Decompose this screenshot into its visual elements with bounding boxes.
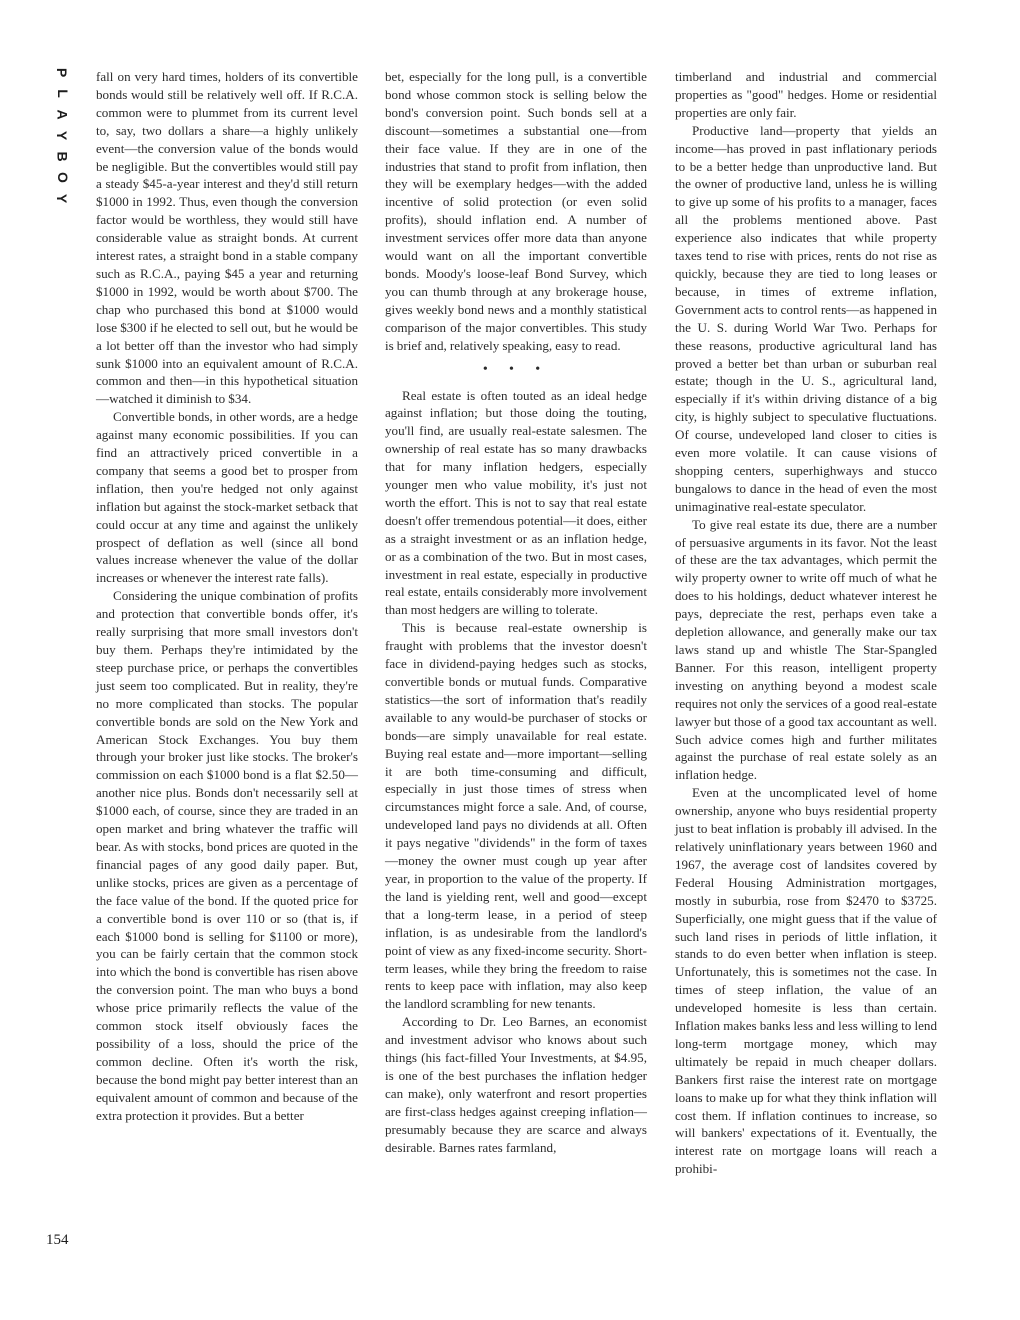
paragraph: Considering the unique combination of profits and protection that convertible bonds offer, it's really surprising that more small investors don't buy them. Perhaps they're intimidated by the steep purchase price, or perhaps the convertibles just seem too complicated. But in reality, they're no more complicated than stocks. The popular convertible bonds are sold on the New York and American Stock Exchanges. You buy them through your broker just like stocks. The broker's commission on each $1000 bond is a flat $2.50—another nice plus. Bonds don't necessarily sell at $1000 each, of course, since they are traded in an open market and bring whatever the traffic will bear. As with stocks, bond prices are quoted in the financial pages of any good daily paper. But, unlike stocks, prices are given as a percentage of the face value of the bond. If the quoted price for a convertible bond is over 110 or so (that is, if each $1000 bond is selling for $1100 or more), you can be fairly certain that the common stock into which the bond is convertible has risen above the conversion point. The man who buys a bond whose price primarily reflects the value of the common stock itself obviously faces the possibility of a loss, should the price of the common decline. Often it's worth the risk, because the bond might pay better interest than an equivalent amount of common and because of the extra protection it provides. But a better [96,588,358,1123]
running-head-letter: O [54,172,71,183]
paragraph: Even at the uncomplicated level of home ownership, anyone who buys residential property just to beat inflation is probably ill advised. In the relatively uninflationary years between 1960 and 1967, the average cost of landsites covered by Federal Housing Administration mortgages, mostly in suburbia, rose from $2470 to $3725. Superficially, one might guess that if the value of such land rises in periods of little inflation, it stands to do even better when inflation is steep. Unfortunately, this is sometimes not the case. In times of steep inflation, the value of an undeveloped homesite is less than certain. Inflation makes banks less and less willing to lend long-term mortgage money, which may ultimately be repaid in much cheaper dollars. Bankers first raise the interest rate on mortgage loans to make up for what they think inflation will cost them. If inflation continues to increase, so will bankers' expectations of it. Eventually, the interest rate on mortgage loans will reach a prohibi- [675,785,937,1177]
running-head [54,62,70,209]
running-head-letter: L [54,89,71,98]
paragraph: timberland and industrial and commercial properties as "good" hedges. Home or residential properties are only fair. [675,69,937,120]
text-column-1 [96,68,358,1124]
paragraph: To give real estate its due, there are a number of persuasive arguments in its favor. Not the least of these are the tax advantages, which permit the wily property owner to write off much of what he does to his holdings, deduct whatever interest he pays, depreciate the rest, perhaps even take a depletion allowance, and generally make our tax laws stand up and whistle The Star-Spangled Banner. For this reason, intelligent property investing on anything beyond a modest scale requires not only the services of a good real-estate lawyer but those of a good tax accountant as well. Such advice comes high and further militates against the purchase of real estate solely as an inflation hedge. [675,516,937,783]
paragraph: According to Dr. Leo Barnes, an economist and investment advisor who knows about such things (his fact-filled Your Investments, at $4.95, is one of the best purchases the inflation hedger can make), only waterfront and resort properties are first-class hedges against creeping inflation—presumably because they are scarce and always desirable. Barnes rates farmland, [385,1014,647,1155]
section-separator: • • • [482,361,550,377]
text-column-2 [385,68,647,1156]
running-head-letter: P [54,67,71,78]
text-column-3 [675,68,937,1178]
running-head-letter: Y [54,193,71,204]
paragraph: This is because real-estate ownership is fraught with problems that the investor doesn't face in dividend-paying hedges such as stocks, convertible bonds or mutual funds. Comparative statistics—the sort of information that's readily available to any would-be purchaser of stocks or bonds—are simply unavailable for real estate. Buying real estate and—more important—selling it are both time-consuming and difficult, especially in just those times of stress when circumstances might force a sale. And, of course, undeveloped land pays no dividends at all. Often it pays negative "dividends" in the form of taxes—money the owner must cough up year after year, in proportion to the value of the property. If the land is yielding rent, well and good—except that a long-term lease, in a period of steep inflation, is as undesirable from the landlord's point of view as any fixed-income security. Short-term leases, while they bring the freedom to raise rents to keep pace with inflation, may also keep the landlord scrambling for new tenants. [385,620,647,1012]
paragraph: fall on very hard times, holders of its convertible bonds would still be relatively well off. If R.C.A. common were to plummet from its current level to, say, two dollars a share—a highly unlikely event—the conversion value of the bonds would be negligible. But the convertibles would still pay a steady $45-a-year interest and they'd still return $1000 in 1992. Thus, even though the conversion factor would be worthless, they would still have considerable value as straight bonds. At current interest rates, a straight bond in a stable company such as R.C.A., paying $45 a year and returning $1000 in 1992, would be worth about $700. The chap who purchased this bond at $1000 would lose $300 if he elected to sell out, but he would be a lot better off than the investor who had simply sunk $1000 into an equivalent amount of R.C.A. common and then—in this hypothetical situation—watched it diminish to $34. [96,69,358,407]
running-head-letter: B [54,151,71,162]
paragraph: Real estate is often touted as an ideal hedge against inflation; but those doing the touting, you'll find, are usually real-estate salesmen. The ownership of real estate has so many drawbacks that for many inflation hedgers, especially younger men who value mobility, it's just not worth the effort. This is not to say that real estate doesn't offer tremendous potential—it does, either as a straight investment or as an inflation hedge, or as a combination of the two. But in most cases, investment in real estate, especially in productive real estate, entails considerably more involvement than most hedgers are willing to tolerate. [385,387,647,618]
paragraph: Convertible bonds, in other words, are a hedge against many economic possibilities. If you can find an attractively priced convertible in a company that seems a good bet to prosper from inflation, then you're hedged not only against inflation but against the stock-market setback that could occur at any time and against the unlikely prospect of deflation as well (since all bond values increase whenever the value of the dollar increases or whenever the interest rate falls). [96,409,358,586]
running-head-letter: A [54,109,71,120]
paragraph: Productive land—property that yields an income—has proved in past inflationary periods to be a better hedge than unproductive land. But the owner of productive land, unless he is willing to give up some of his profits to a manager, faces all the problems mentioned above. Past experience also indicates that while property taxes tend to rise with prices, rents do not rise as quickly, because they are tied to long leases or because, in times of extreme inflation, Government acts to control rents—as happened in the U. S. during World War Two. Perhaps for these reasons, productive agricultural land has proved a better bet than urban or suburban real estate; though in the U. S., agricultural land, especially if it's within driving distance of a big city, is highly subject to speculative fluctuations. Of course, undeveloped land closer to cities is even more volatile. It can cause visions of shopping centers, superhighways and stucco bungalows to dance in the head of even the most unimaginative real-estate speculator. [675,122,937,514]
page-number: 154 [46,1232,69,1248]
paragraph: bet, especially for the long pull, is a convertible bond whose common stock is selling below the bond's conversion point. Such bonds sell at a discount—sometimes a substantial one—from their face value. If they are in one of the industries that stand to profit from inflation, then they will be exemplary hedges—with the added incentive of solid protection (or even solid profits), should inflation end. A number of investment services offer more data than anyone would want on all the important convertible bonds. Moody's loose-leaf Bond Survey, which you can thumb through at any brokerage house, gives weekly bond news and a monthly statistical comparison of the major convertibles. This study is brief and, relatively speaking, easy to read. [385,69,647,353]
running-head-letter: Y [54,130,71,141]
